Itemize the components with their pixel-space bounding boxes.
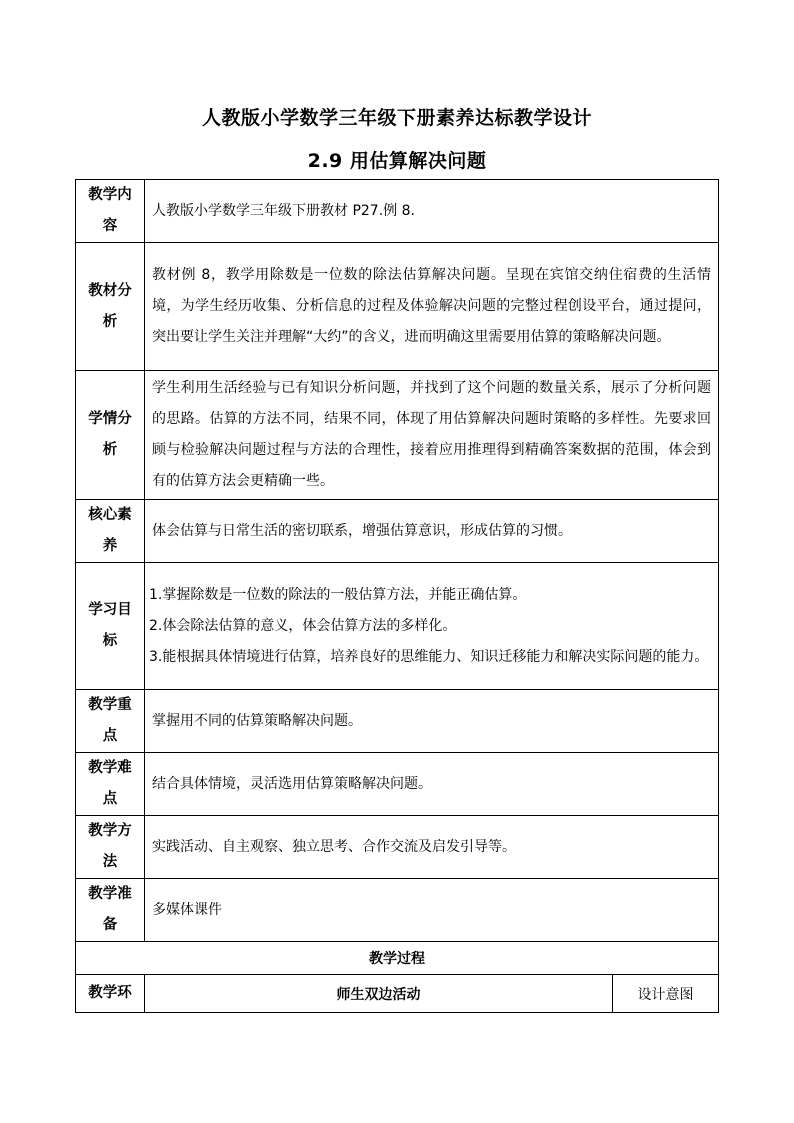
row-label: 教学重点: [76, 690, 145, 753]
row-label: 教学内容: [76, 180, 145, 243]
row-text: 人教版小学数学三年级下册教材 P27.例 8.: [145, 180, 719, 243]
row-text: 掌握用不同的估算策略解决问题。: [145, 690, 719, 753]
row-preparation: [76, 879, 719, 942]
row-text: 多媒体课件: [145, 879, 719, 942]
row-label: 学习目标: [76, 563, 145, 690]
row-label: 教学难点: [76, 753, 145, 816]
row-text: 实践活动、自主观察、独立思考、合作交流及启发引导等。: [145, 816, 719, 879]
row-label: 核心素养: [76, 500, 145, 563]
row-label: 教学准备: [76, 879, 145, 942]
goal-item: 1.掌握除数是一位数的除法的一般估算方法，并能正确估算。: [149, 586, 527, 603]
row-label: 教学方法: [76, 816, 145, 879]
row-text: 教材例 8，教学用除数是一位数的除法估算解决问题。呈现在宾馆交纳住宿费的生活情境，为学生经历收集、分析信息的过程及体验解决问题的完整过程创设平台，通过提问，突出要让学生关注并理解“大约”的含义，进而明确这里需要用估算的策略解决问题。: [145, 243, 719, 371]
row-learning-goals: [76, 563, 719, 690]
row-text: 体会估算与日常生活的密切联系，增强估算意识，形成估算的习惯。: [145, 500, 719, 563]
row-process-heading: [76, 942, 719, 975]
lesson-title: 2.9 用估算解决问题: [307, 150, 487, 172]
row-material-analysis: [76, 243, 719, 371]
col-stage-header: 教学环: [76, 975, 145, 1013]
process-heading: 教学过程: [76, 942, 719, 975]
row-difficulties: [76, 753, 719, 816]
col-intent-header: 设计意图: [613, 975, 719, 1013]
row-core-literacy: [76, 500, 719, 563]
row-learner-analysis: [76, 371, 719, 500]
row-content: [76, 180, 719, 243]
row-label: 学情分析: [76, 371, 145, 500]
goal-item: 3.能根据具体情境进行估算，培养良好的思维能力、知识迁移能力和解决实际问题的能力。: [149, 648, 709, 665]
goal-item: 2.体会除法估算的意义，体会估算方法的多样化。: [149, 617, 457, 634]
row-text: 学生利用生活经验与已有知识分析问题，并找到了这个问题的数量关系，展示了分析问题的思路。估算的方法不同，结果不同，体现了用估算解决问题时策略的多样性。先要求回顾与检验解决问题过程与方法的合理性，接着应用推理得到精确答案数据的范围，体会到有的估算方法会更精确一些。: [145, 371, 719, 500]
goals-list: [145, 563, 719, 690]
row-text: 结合具体情境，灵活选用估算策略解决问题。: [145, 753, 719, 816]
row-methods: [76, 816, 719, 879]
row-key-points: [76, 690, 719, 753]
col-activity-header: 师生双边活动: [145, 975, 613, 1013]
lesson-plan-table: [75, 179, 719, 1013]
row-process-columns: [76, 975, 719, 1013]
row-label: 教材分析: [76, 243, 145, 371]
document-title: 人教版小学数学三年级下册素养达标教学设计: [201, 107, 592, 129]
